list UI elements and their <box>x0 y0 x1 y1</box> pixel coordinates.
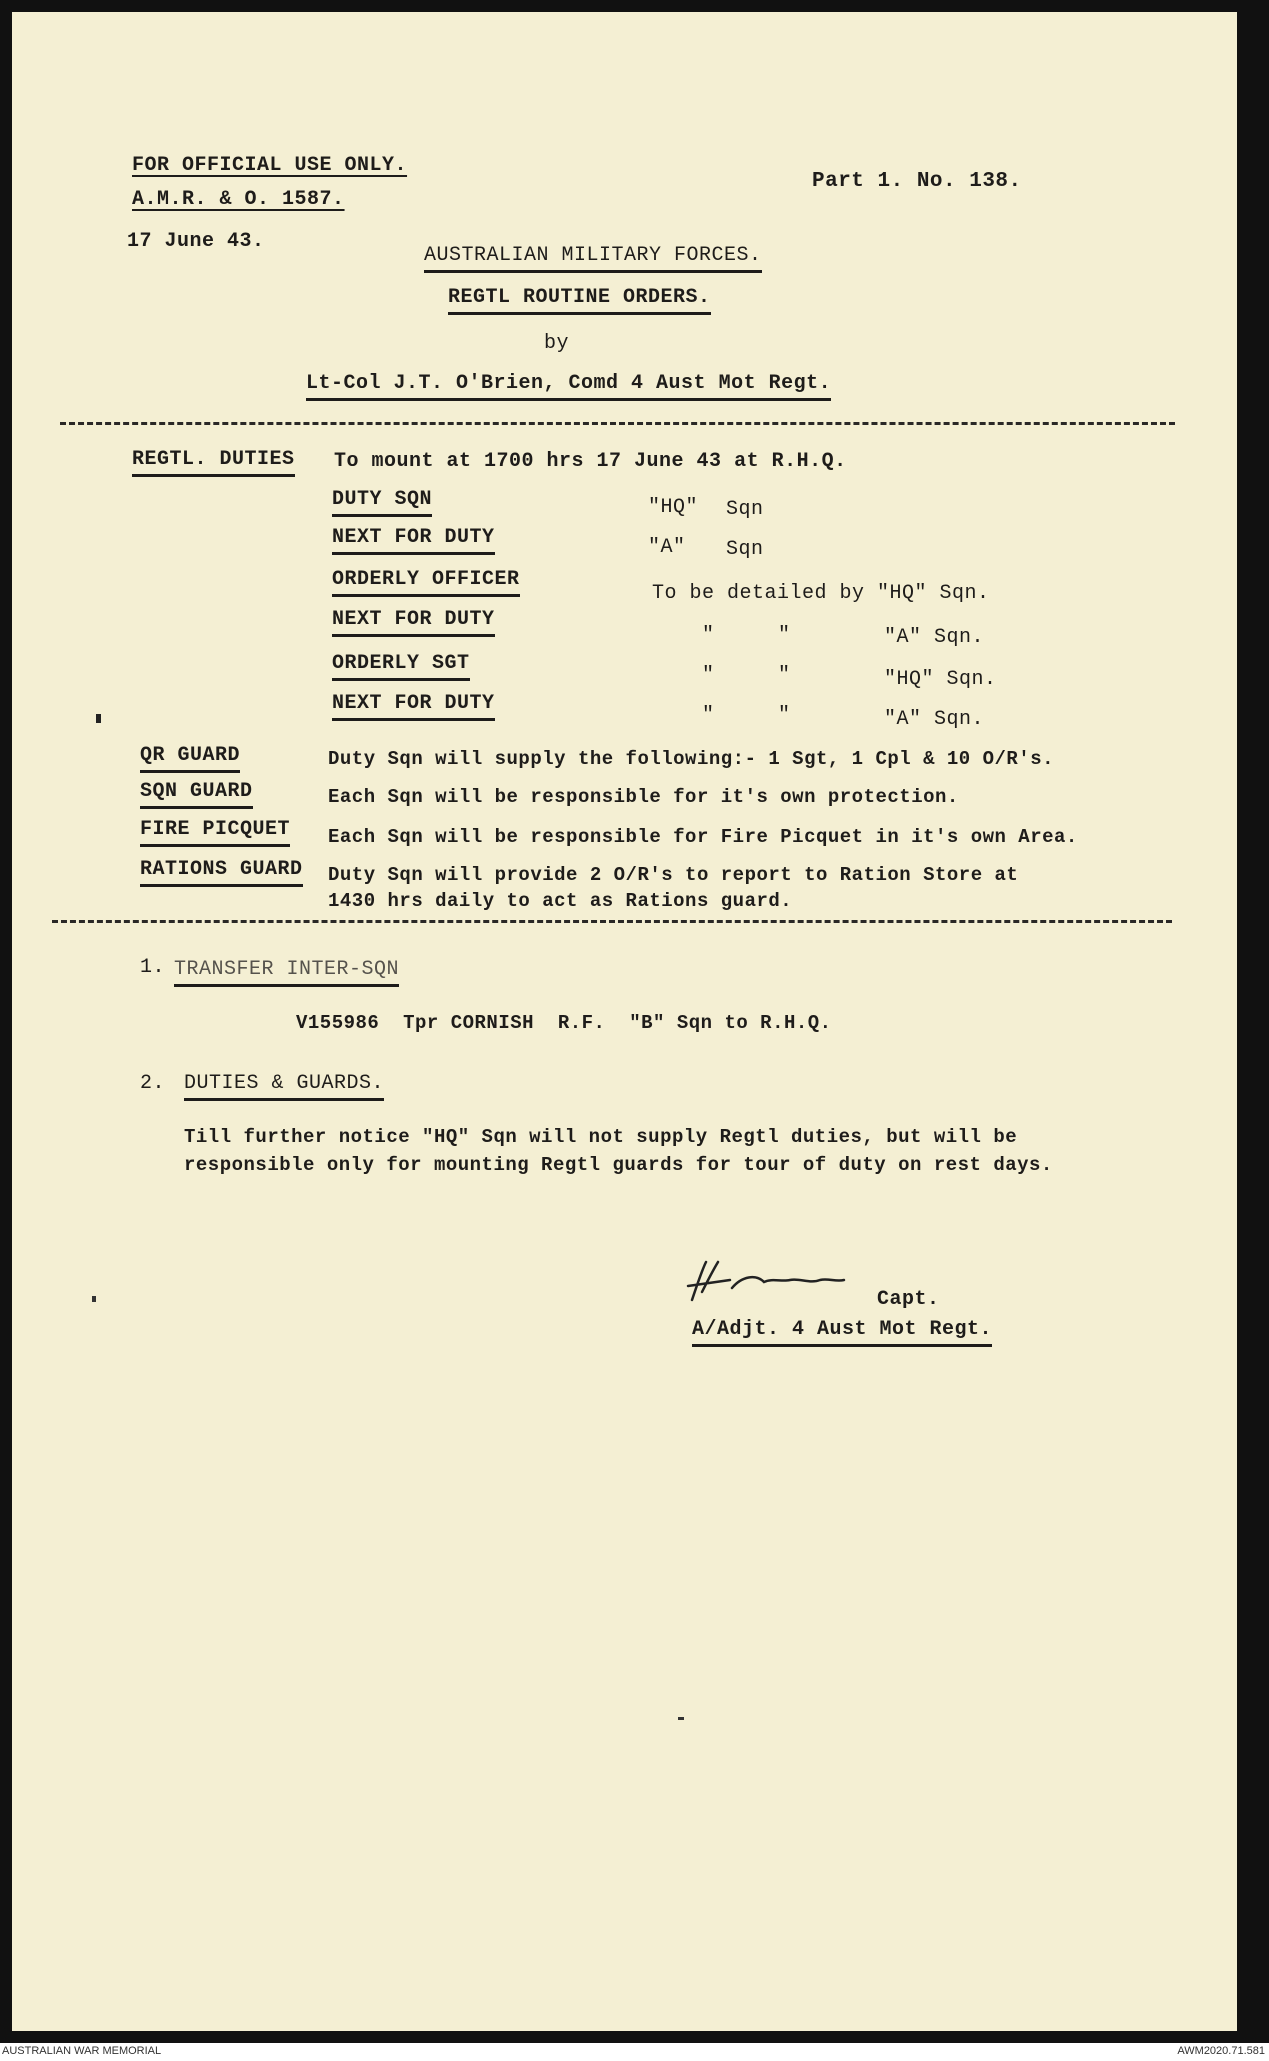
item-number: 2. <box>140 1072 166 1095</box>
amr-reference: A.M.R. & O. 1587. <box>132 188 345 211</box>
signatory-rank: Capt. <box>877 1288 940 1311</box>
regtl-duties-heading: REGTL. DUTIES <box>132 448 295 477</box>
archive-credit: AUSTRALIAN WAR MEMORIAL <box>2 2045 162 2057</box>
item-heading: DUTIES & GUARDS. <box>184 1072 384 1101</box>
part-number: Part 1. No. 138. <box>812 170 1022 193</box>
scan-speck <box>678 1717 684 1720</box>
official-use-label: FOR OFFICIAL USE ONLY. <box>132 154 408 177</box>
item-number: 1. <box>140 956 166 979</box>
guard-instruction: Duty Sqn will provide 2 O/R's to report to Ration Store at <box>328 864 1019 886</box>
duty-role-label: NEXT FOR DUTY <box>332 526 495 555</box>
item-body: Till further notice "HQ" Sqn will not supply Regtl duties, but will be <box>184 1126 1018 1148</box>
archive-reference: AWM2020.71.581 <box>1177 2045 1265 2057</box>
scan-speck <box>92 1296 96 1302</box>
commander-line: Lt-Col J.T. O'Brien, Comd 4 Aust Mot Regt. <box>306 372 831 401</box>
duty-value: To be detailed by "HQ" Sqn. <box>652 582 990 605</box>
dashed-divider-top <box>60 422 1175 425</box>
mount-instruction: To mount at 1700 hrs 17 June 43 at R.H.Q. <box>334 450 847 473</box>
ditto-mark: " <box>778 664 791 687</box>
duty-role-label: ORDERLY OFFICER <box>332 568 520 597</box>
ditto-mark: " <box>778 704 791 727</box>
item-heading: TRANSFER INTER-SQN <box>174 958 399 987</box>
document-title: REGTL ROUTINE ORDERS. <box>448 286 711 315</box>
duty-value: "A" Sqn. <box>884 626 985 649</box>
by-label: by <box>544 332 570 355</box>
document-paper <box>12 12 1237 2031</box>
duty-role-label: ORDERLY SGT <box>332 652 470 681</box>
ditto-mark: " <box>702 664 715 687</box>
organisation-heading: AUSTRALIAN MILITARY FORCES. <box>424 244 762 273</box>
ditto-mark: " <box>702 624 715 647</box>
transfer-entry: V155986 Tpr CORNISH R.F. "B" Sqn to R.H.Q. <box>296 1012 832 1034</box>
duty-value: "HQ" <box>648 496 699 519</box>
ditto-mark: " <box>778 624 791 647</box>
handwritten-signature <box>672 1252 892 1312</box>
guard-label: SQN GUARD <box>140 780 253 809</box>
scan-speck <box>96 714 101 723</box>
guard-instruction-continued: 1430 hrs daily to act as Rations guard. <box>328 890 793 912</box>
duty-value: "A" <box>648 536 686 559</box>
duty-role-label: DUTY SQN <box>332 488 432 517</box>
guard-label: FIRE PICQUET <box>140 818 290 847</box>
guard-label: QR GUARD <box>140 744 240 773</box>
duty-value-unit: Sqn <box>726 538 764 561</box>
duty-value: "A" Sqn. <box>884 708 985 731</box>
document-date: 17 June 43. <box>127 230 265 253</box>
signatory-appointment: A/Adjt. 4 Aust Mot Regt. <box>692 1318 992 1347</box>
guard-instruction: Each Sqn will be responsible for it's own protection. <box>328 786 959 808</box>
guard-instruction: Each Sqn will be responsible for Fire Picquet in it's own Area. <box>328 826 1078 848</box>
duty-value-unit: Sqn <box>726 498 764 521</box>
duty-role-label: NEXT FOR DUTY <box>332 608 495 637</box>
duty-role-label: NEXT FOR DUTY <box>332 692 495 721</box>
dashed-divider-middle <box>52 920 1172 923</box>
duty-value: "HQ" Sqn. <box>884 668 997 691</box>
item-body-continued: responsible only for mounting Regtl guards for tour of duty on rest days. <box>184 1154 1053 1176</box>
guard-label: RATIONS GUARD <box>140 858 303 887</box>
guard-instruction: Duty Sqn will supply the following:- 1 Sgt, 1 Cpl & 10 O/R's. <box>328 748 1055 770</box>
ditto-mark: " <box>702 704 715 727</box>
